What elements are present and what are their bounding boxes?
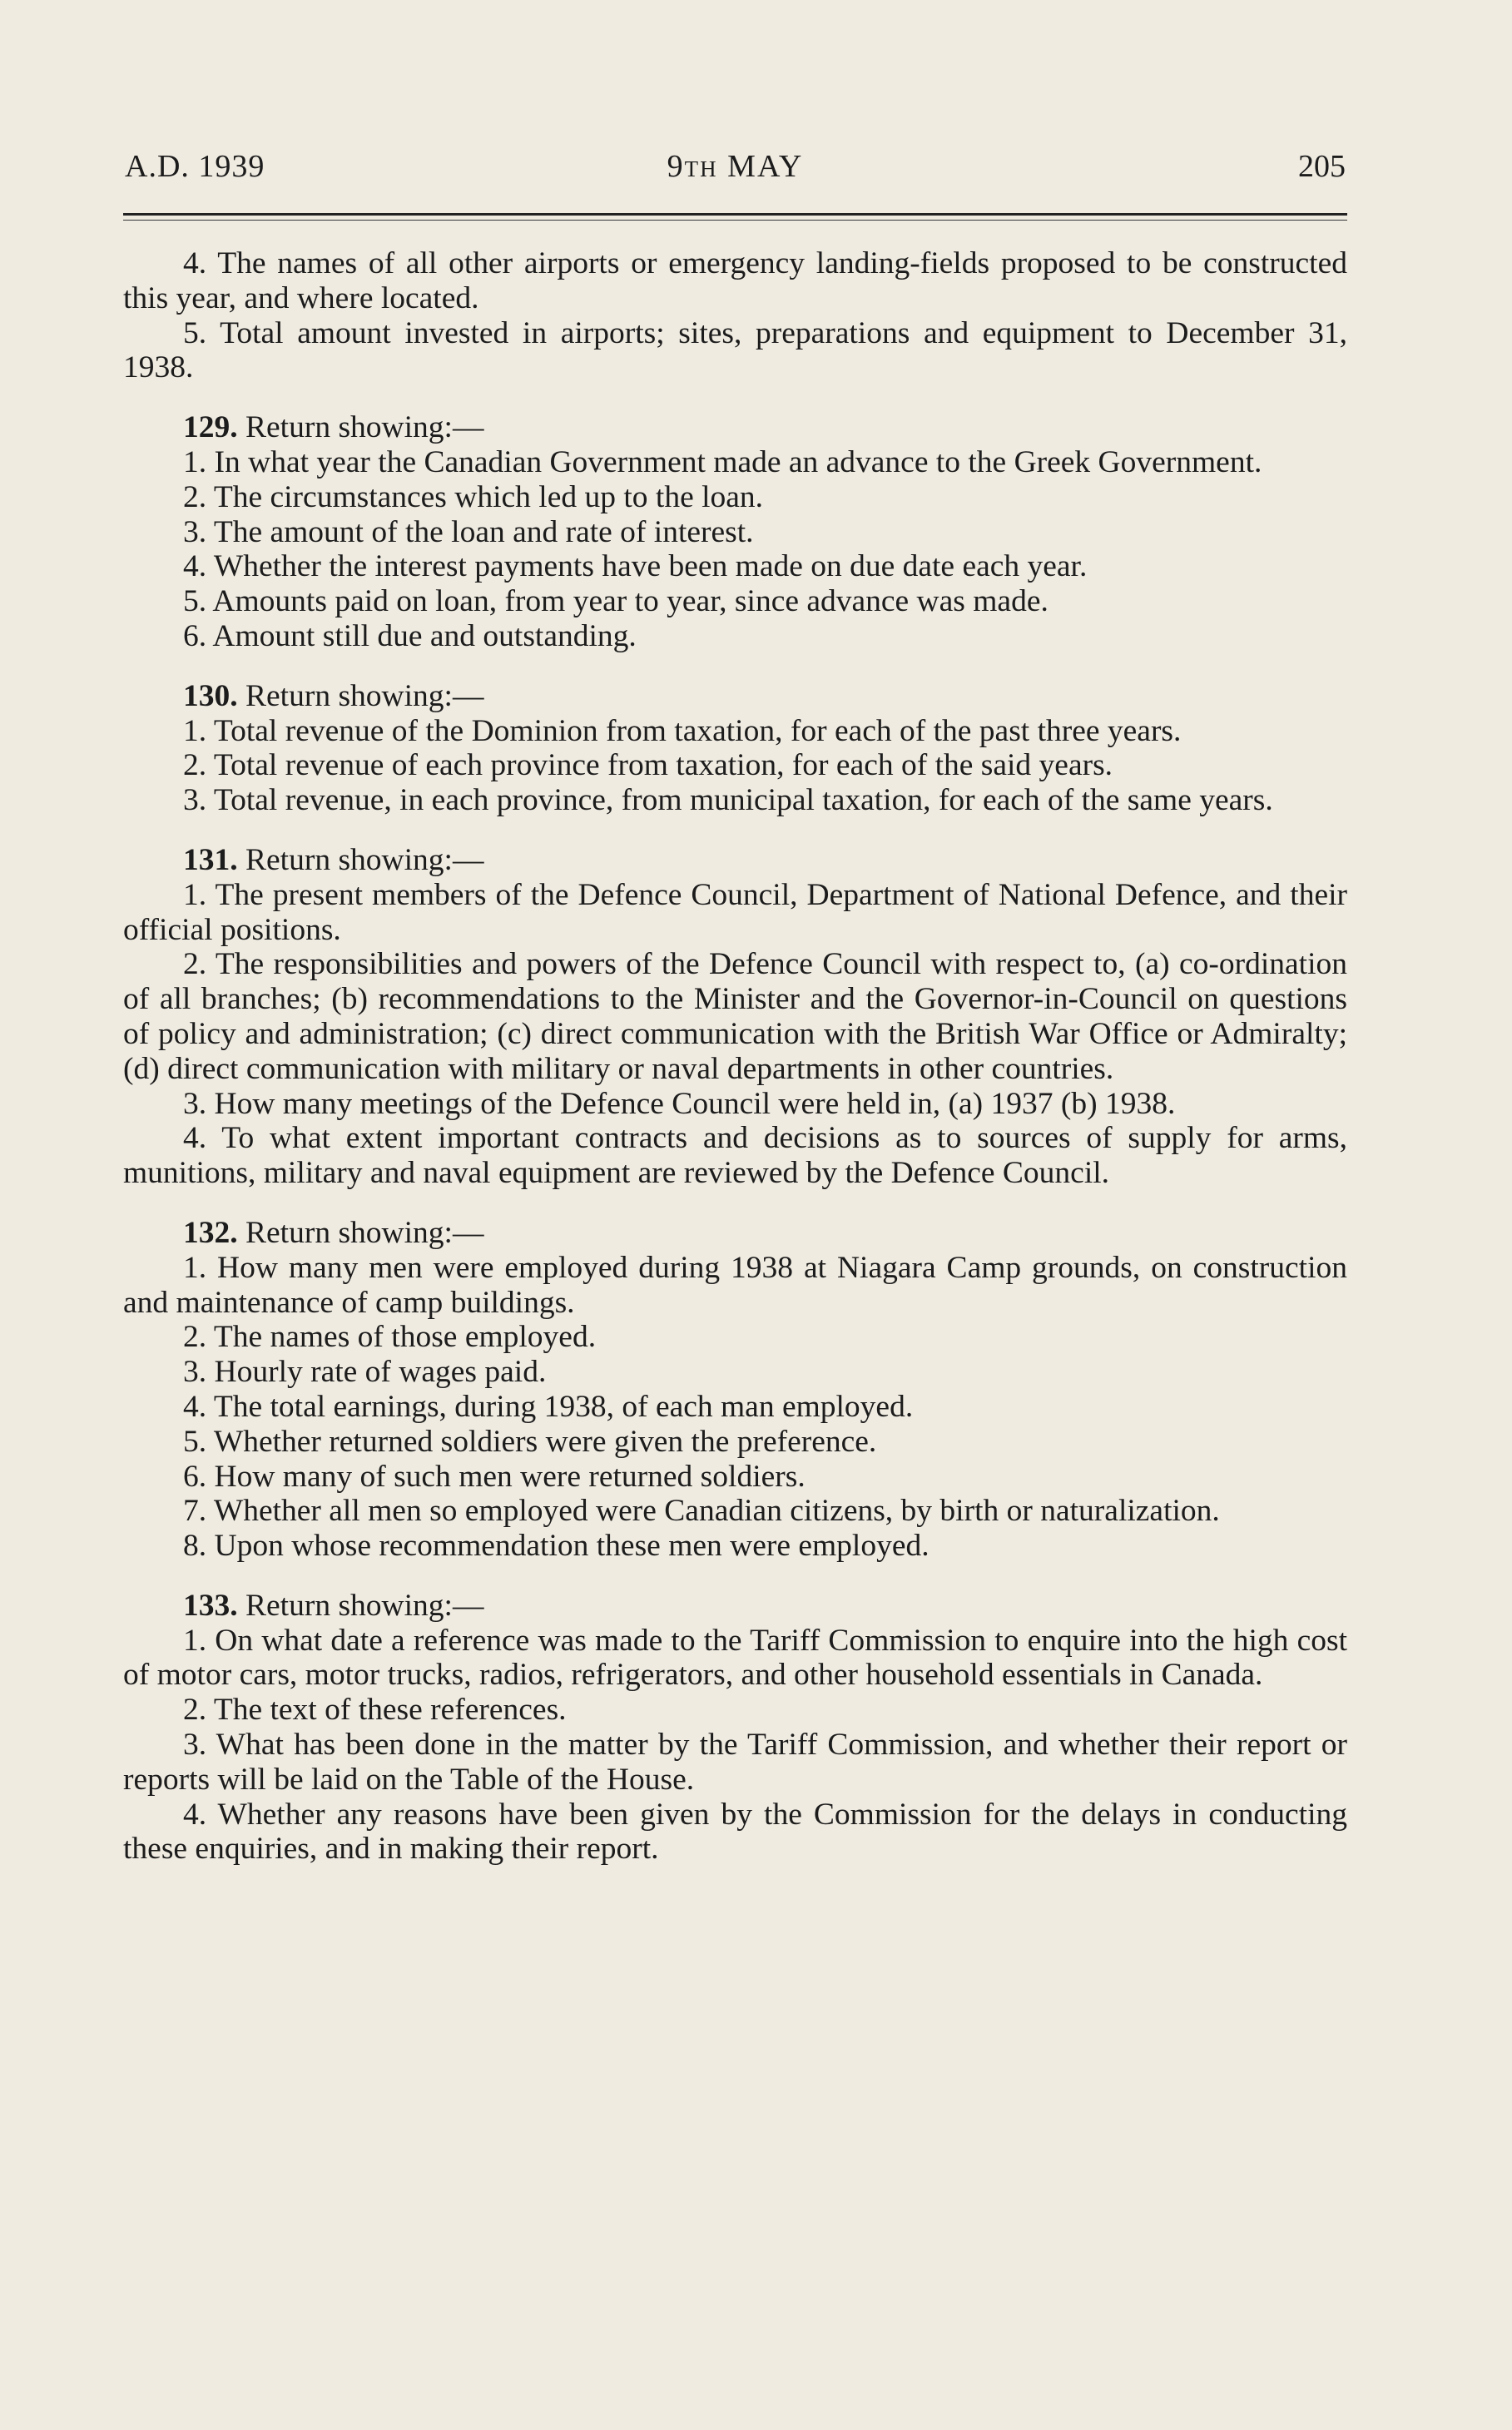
- return-item: 1. On what date a reference was made to the Tariff Commission to enquire into the high cost of motor cars, motor trucks, radios, refrigerators, and other household essentials in Canada.: [123, 1623, 1347, 1693]
- return-item: 2. The circumstances which led up to the loan.: [183, 479, 764, 514]
- return-number: 132.: [183, 1215, 238, 1250]
- return-heading: [123, 843, 1347, 878]
- return-number: 133.: [183, 1588, 238, 1623]
- return-item: 6. Amount still due and outstanding.: [183, 618, 637, 653]
- return-item: 4. The names of all other airports or emergency landing-fields proposed to be constructed this year, and where located.: [123, 246, 1347, 315]
- return-item: 1. Total revenue of the Dominion from taxation, for each of the past three years.: [183, 713, 1182, 748]
- return-heading-text: Return showing:—: [237, 678, 484, 713]
- page-number: 205: [1298, 149, 1346, 184]
- return-item: 5. Total amount invested in airports; sites, preparations and equipment to December 31, 1938.: [123, 315, 1347, 385]
- return-heading-text: Return showing:—: [237, 410, 484, 445]
- return-heading: [123, 410, 1347, 445]
- return-item: 2. Total revenue of each province from taxation, for each of the said years.: [183, 748, 1113, 783]
- return-number: 130.: [183, 678, 238, 713]
- header-rule-thick: [123, 213, 1347, 216]
- header-month: MAY: [727, 149, 804, 184]
- return-item: 6. How many of such men were returned soldiers.: [183, 1459, 806, 1494]
- return-item: 8. Upon whose recommendation these men were employed.: [183, 1529, 930, 1564]
- section-gap: [123, 654, 1347, 679]
- return-item: 3. The amount of the loan and rate of interest.: [183, 514, 754, 549]
- return-item: 1. In what year the Canadian Government made an advance to the Greek Government.: [183, 444, 1262, 479]
- return-heading-text: Return showing:—: [237, 842, 484, 877]
- return-item: 2. The text of these references.: [183, 1693, 567, 1728]
- return-item: 1. The present members of the Defence Council, Department of National Defence, and their official positions.: [123, 877, 1347, 947]
- section-gap: [123, 385, 1347, 410]
- section-gap: [123, 1191, 1347, 1216]
- return-item: 2. The names of those employed.: [183, 1320, 597, 1355]
- return-number: 131.: [183, 842, 238, 877]
- return-item: 3. What has been done in the matter by the Tariff Commission, and whether their report or reports will be laid on the Table of the House.: [123, 1728, 1347, 1797]
- return-heading-text: Return showing:—: [237, 1215, 484, 1250]
- page-header: [125, 148, 1346, 190]
- return-item: 4. Whether the interest payments have been made on due date each year.: [183, 549, 1088, 584]
- return-heading: [123, 1589, 1347, 1624]
- section-gap: [123, 1564, 1347, 1589]
- return-item: 5. Whether returned soldiers were given the preference.: [183, 1424, 877, 1459]
- return-item: 2. The responsibilities and powers of the Defence Council with respect to, (a) co-ordination of all branches; (b) recommendations to the Minister and the Governor-in-Council on questions of policy and administration; (c) direct communication with the British War Office or Admiralty; (d) direct communication with military or naval departments in other countries.: [123, 947, 1347, 1086]
- header-rule-thin: [123, 220, 1347, 221]
- document-body: [123, 246, 1347, 1867]
- return-item: 3. Hourly rate of wages paid.: [183, 1355, 547, 1390]
- return-item: 7. Whether all men so employed were Canadian citizens, by birth or naturalization.: [183, 1494, 1220, 1529]
- header-day-month: [125, 148, 1346, 185]
- header-date: A.D. 1939: [125, 149, 265, 184]
- header-day: 9: [667, 149, 685, 184]
- return-item: 3. Total revenue, in each province, from municipal taxation, for each of the same years.: [183, 783, 1273, 818]
- header-day-suffix: th: [684, 149, 718, 184]
- return-heading-text: Return showing:—: [237, 1588, 484, 1623]
- return-item: 4. The total earnings, during 1938, of each man employed.: [183, 1389, 914, 1424]
- return-heading: [123, 1216, 1347, 1251]
- return-item: 1. How many men were employed during 1938 at Niagara Camp grounds, on construction and maintenance of camp buildings.: [123, 1250, 1347, 1320]
- return-item: 5. Amounts paid on loan, from year to year, since advance was made.: [183, 584, 1048, 619]
- section-gap: [123, 818, 1347, 843]
- return-heading: [123, 679, 1347, 714]
- return-item: 4. Whether any reasons have been given by the Commission for the delays in conducting these enquiries, and in making their report.: [123, 1797, 1347, 1867]
- return-item: 3. How many meetings of the Defence Council were held in, (a) 1937 (b) 1938.: [183, 1086, 1176, 1121]
- return-item: 4. To what extent important contracts and decisions as to sources of supply for arms, munitions, military and naval equipment are reviewed by the Defence Council.: [123, 1121, 1347, 1191]
- return-number: 129.: [183, 410, 238, 445]
